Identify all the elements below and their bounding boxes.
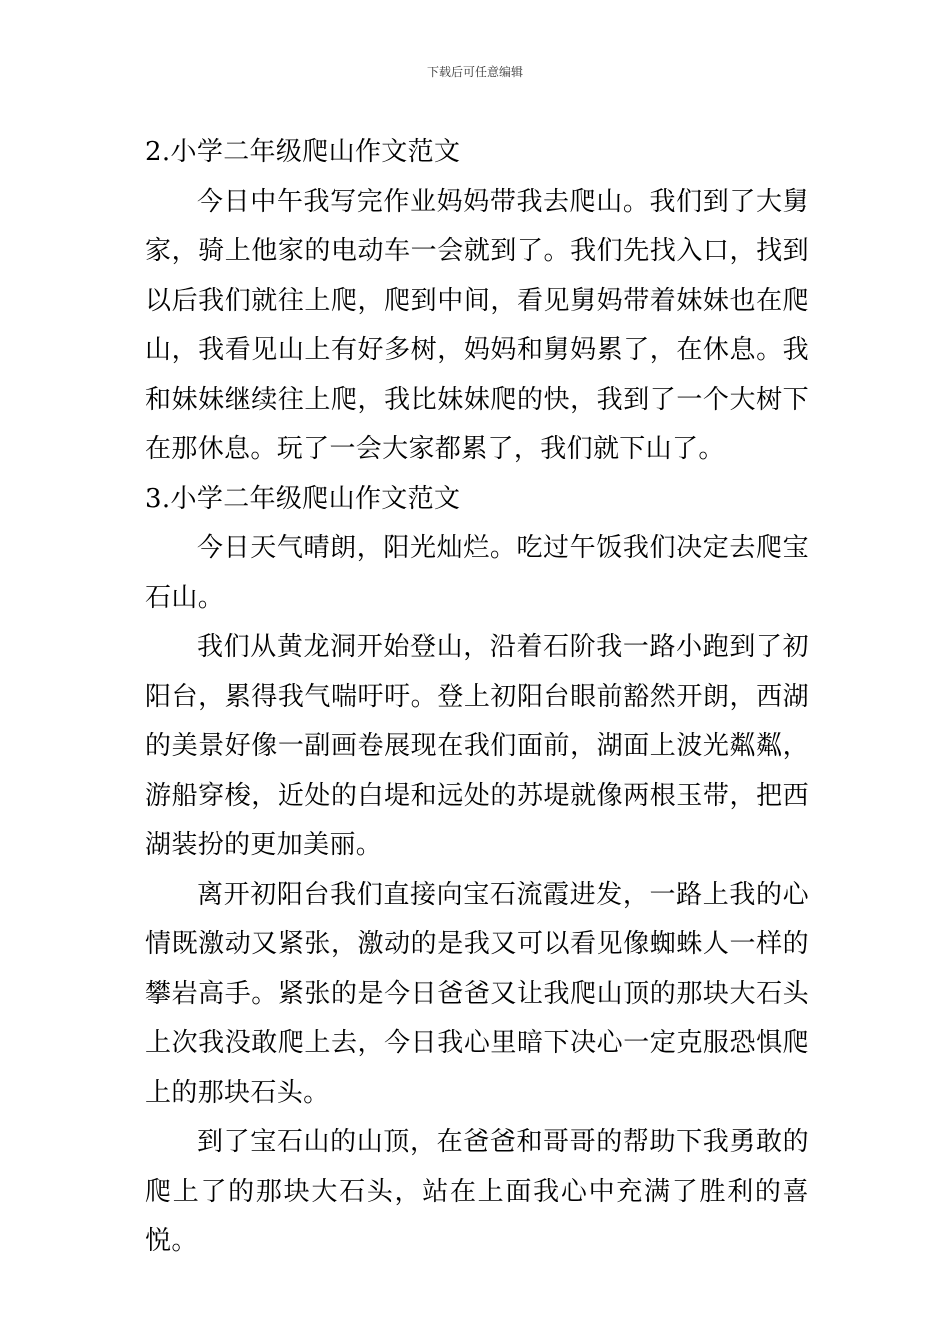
paragraph: 我们从黄龙洞开始登山，沿着石阶我一路小跑到了初阳台，累得我气喘吁吁。登上初阳台眼前豁然开朗，西湖的美景好像一副画卷展现在我们面前，湖面上波光粼粼，游船穿梭，近处的白堤和远处的苏堤就像两根玉带，把西湖装扮的更加美丽。 [145, 632, 809, 860]
paragraph: 离开初阳台我们直接向宝石流霞进发，一路上我的心情既激动又紧张，激动的是我又可以看见像蜘蛛人一样的攀岩高手。紧张的是今日爸爸又让我爬山顶的那块大石头上次我没敢爬上去，今日我心里暗下决心一定克服恐惧爬上的那块石头。 [145, 879, 809, 1108]
paragraph: 到了宝石山的山顶，在爸爸和哥哥的帮助下我勇敢的爬上了的那块大石头，站在上面我心中充满了胜利的喜悦。 [145, 1127, 809, 1256]
paragraph: 今日天气晴朗，阳光灿烂。吃过午饭我们决定去爬宝石山。 [145, 533, 809, 613]
section-title: 3.小学二年级爬山作文范文 [145, 483, 461, 514]
paragraph: 今日中午我写完作业妈妈带我去爬山。我们到了大舅家，骑上他家的电动车一会就到了。我们先找入口，找到以后我们就往上爬，爬到中间，看见舅妈带着妹妹也在爬山，我看见山上有好多树，妈妈和舅妈累了，在休息。我和妹妹继续往上爬，我比妹妹爬的快，我到了一个大树下在那休息。玩了一会大家都累了，我们就下山了。 [145, 186, 809, 464]
section-title: 2.小学二年级爬山作文范文 [145, 137, 461, 167]
essay-section-3 [145, 475, 809, 1267]
essay-section-2 [145, 128, 809, 475]
document-body [145, 128, 809, 1267]
page-header-note: 下载后可任意编辑 [426, 65, 523, 79]
